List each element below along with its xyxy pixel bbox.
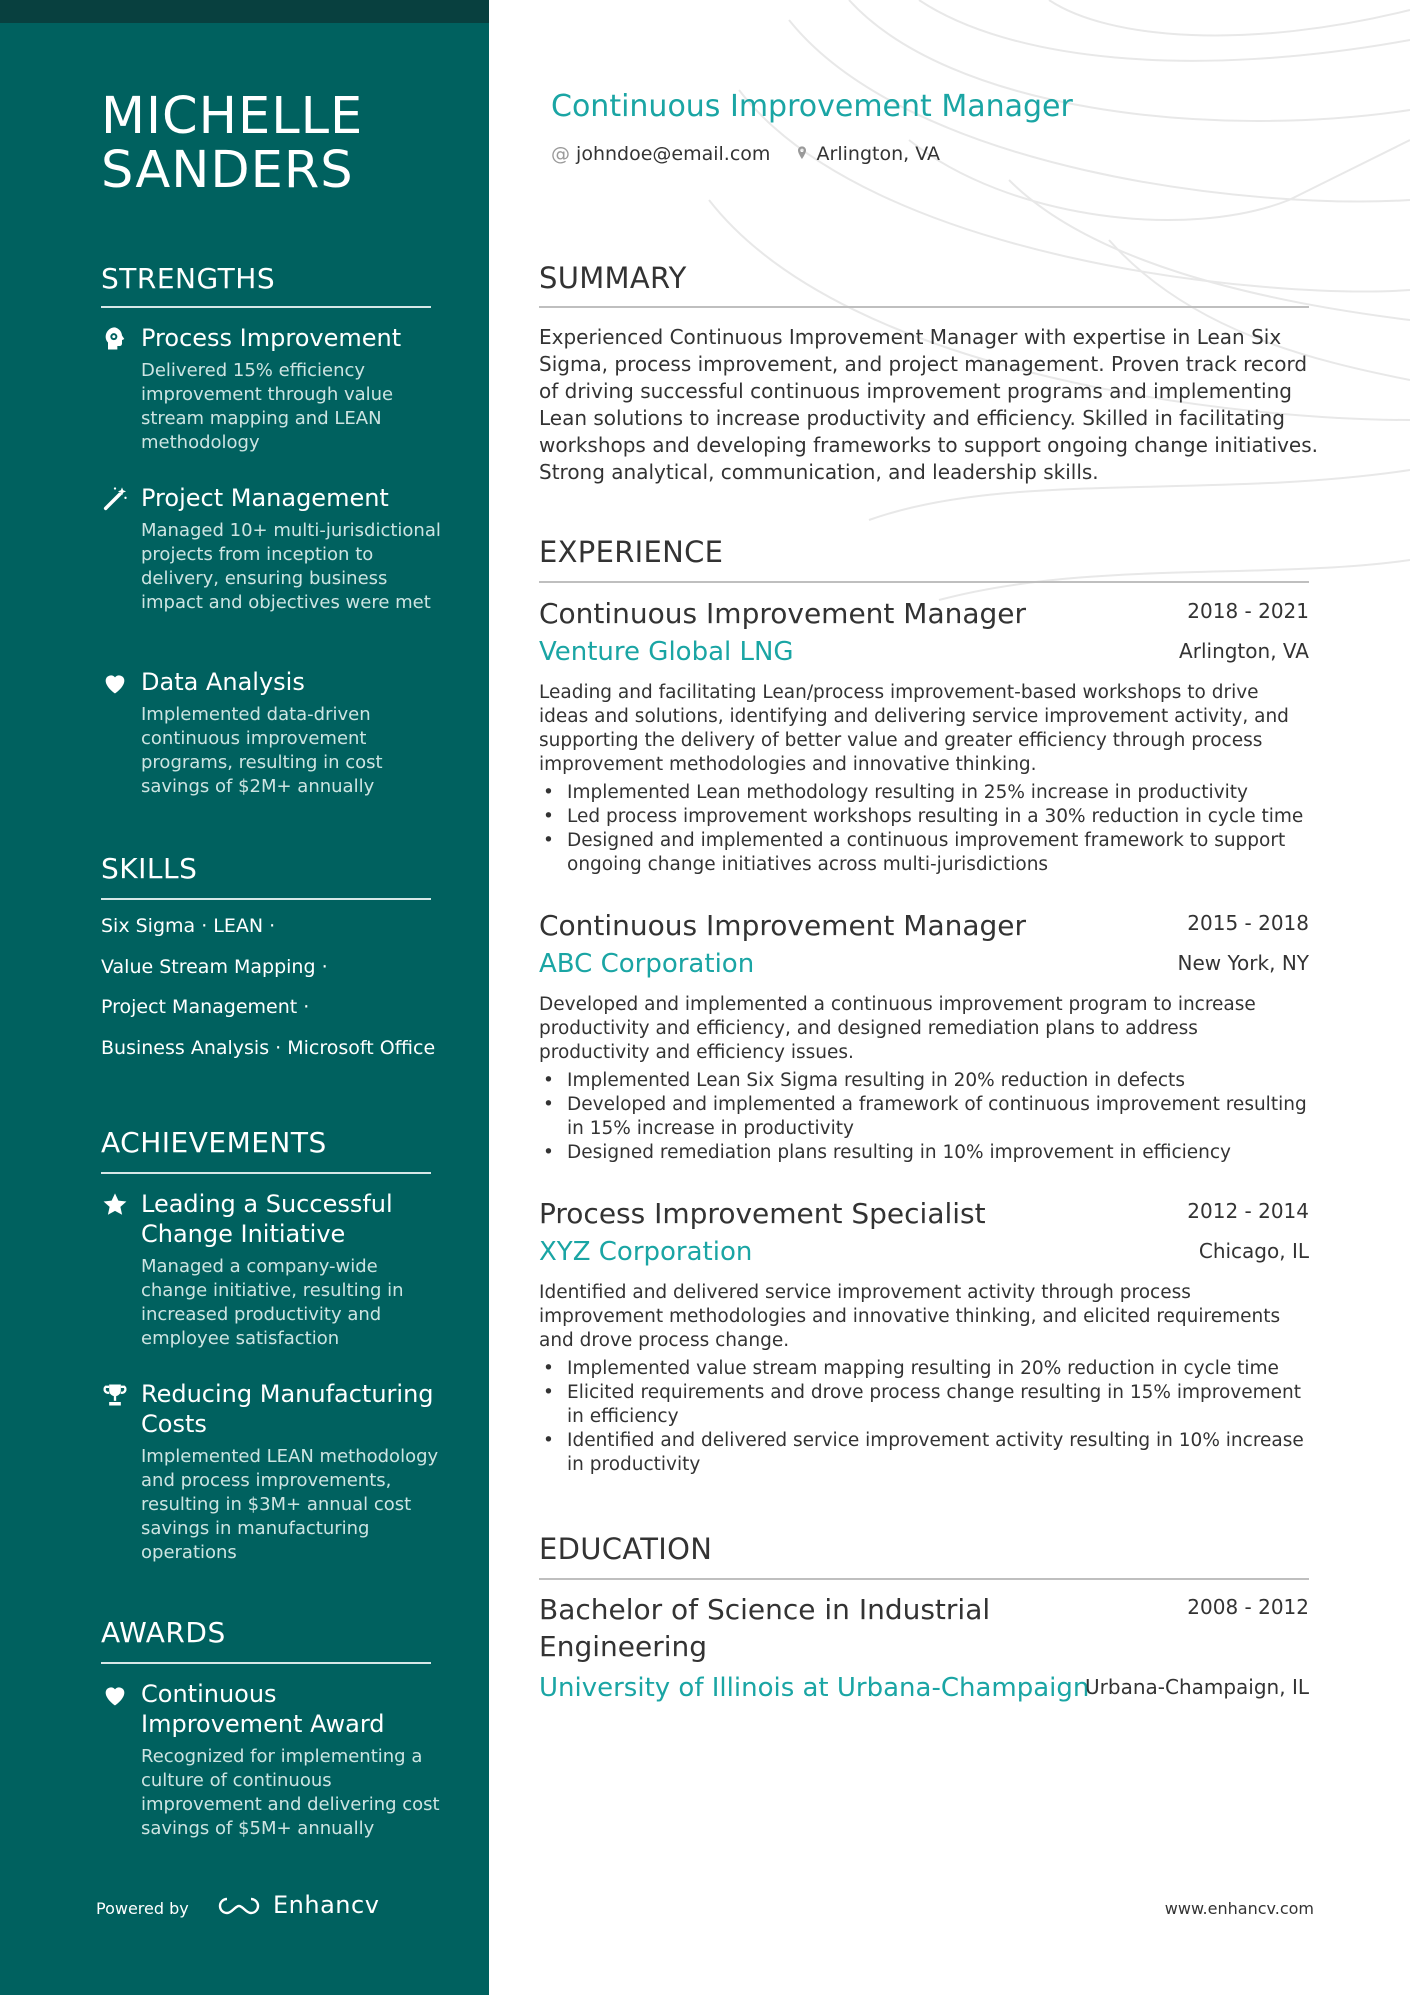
achievement-item [101, 1379, 441, 1565]
job-location: Chicago, IL [1198, 1239, 1309, 1263]
powered-by-label: Powered by [96, 1899, 189, 1918]
achievement-desc: Managed a company-wide change initiative, resulting in increased productivity and employee satisfaction [141, 1256, 404, 1349]
job-company: Venture Global LNG [539, 637, 794, 667]
magic-wand-icon [101, 485, 129, 513]
job-location: New York, NY [1177, 951, 1309, 975]
skill-line: Value Stream Mapping · [101, 956, 328, 978]
contact-row [551, 143, 940, 165]
job-bullet: • Led process improvement workshops resulting in a 30% reduction in cycle time [539, 805, 1309, 829]
strength-desc: Managed 10+ multi-jurisdictional projects from inception to delivery, ensuring business impact and objectives were met [141, 520, 441, 613]
strength-desc: Implemented data-driven continuous improvement programs, resulting in cost savings of $2M+ annually [141, 704, 383, 797]
awards-heading: AWARDS [101, 1616, 226, 1649]
headline-title: Continuous Improvement Manager [551, 89, 1073, 124]
job-location: Arlington, VA [1179, 639, 1309, 663]
strength-title: Data Analysis [141, 668, 305, 696]
awards-divider [101, 1662, 431, 1664]
job-description: Developed and implemented a continuous improvement program to increase productivity and efficiency, and designed remediation plans to address productivity and efficiency issues. [539, 994, 1256, 1063]
education-entry [539, 1591, 1309, 1703]
education-heading: EDUCATION [539, 1532, 713, 1566]
skill-line: Project Management · [101, 996, 310, 1018]
at-icon: @ [551, 143, 570, 165]
job-company: XYZ Corporation [539, 1237, 753, 1267]
job-bullet: • Designed remediation plans resulting in 10% improvement in efficiency [539, 1141, 1309, 1165]
job-bullet: • Developed and implemented a framework of continuous improvement resulting in 15% increase in productivity [539, 1093, 1309, 1141]
job-dates: 2015 - 2018 [1187, 911, 1309, 935]
job-dates: 2012 - 2014 [1187, 1199, 1309, 1223]
strength-desc: Delivered 15% efficiency improvement through value stream mapping and LEAN methodology [141, 360, 394, 453]
experience-entry [539, 1197, 1309, 1477]
sidebar [0, 0, 489, 1995]
strength-title: Process Improvement [141, 324, 402, 352]
experience-heading: EXPERIENCE [539, 535, 724, 569]
achievements-heading: ACHIEVEMENTS [101, 1126, 327, 1159]
heart-icon [101, 1681, 129, 1709]
job-bullets [539, 781, 1309, 877]
experience-entry [539, 597, 1309, 877]
job-role: Continuous Improvement Manager [539, 909, 1027, 942]
job-bullet: • Implemented Lean methodology resulting in 25% increase in productivity [539, 781, 1309, 805]
job-bullets [539, 1069, 1309, 1165]
skills-divider [101, 898, 431, 900]
summary-text: Experienced Continuous Improvement Manager with expertise in Lean Six Sigma, process improvement, and project management. Proven track record of driving successful continuous improvement programs and implementing Lean solutions to increase productivity and efficiency. Skilled in facilitating workshops and developing frameworks to support ongoing change initiatives. Strong analytical, communication, and leadership skills. [539, 325, 1319, 484]
award-title: Continuous Improvement Award [141, 1680, 385, 1738]
website-link[interactable]: www.enhancv.com [1164, 1899, 1314, 1918]
job-bullets [539, 1357, 1309, 1477]
edu-dates: 2008 - 2012 [1187, 1595, 1309, 1619]
skill-line: Six Sigma · LEAN · [101, 915, 276, 937]
job-bullet: • Implemented value stream mapping resulting in 20% reduction in cycle time [539, 1357, 1309, 1381]
achievement-item [101, 1189, 441, 1351]
achievement-title: Leading a Successful Change Initiative [141, 1190, 393, 1248]
name-first: MICHELLE [101, 87, 364, 146]
job-dates: 2018 - 2021 [1187, 599, 1309, 623]
strengths-divider [101, 306, 431, 308]
job-bullet: • Identified and delivered service improvement activity resulting in 10% increase in productivity [539, 1429, 1309, 1477]
skills-heading: SKILLS [101, 852, 198, 885]
sidebar-top-band [0, 0, 489, 23]
job-description: Leading and facilitating Lean/process improvement-based workshops to drive ideas and solutions, identifying and delivering service improvement activity, and supporting the delivery of better value and greater efficiency through process improvement methodologies and innovative thinking. [539, 682, 1289, 775]
edu-school: University of Illinois at Urbana-Champaign [539, 1673, 1090, 1703]
achievements-divider [101, 1172, 431, 1174]
location-text: Arlington, VA [816, 143, 940, 165]
strengths-heading: STRENGTHS [101, 262, 276, 295]
enhancv-brand[interactable]: Enhancv [273, 1891, 380, 1919]
education-divider [539, 1578, 1309, 1580]
award-item [101, 1679, 441, 1841]
job-bullet: • Designed and implemented a continuous improvement framework to support ongoing change initiatives across multi-jurisdictions [539, 829, 1309, 877]
trophy-icon [101, 1381, 129, 1409]
star-icon [101, 1191, 129, 1219]
experience-entry [539, 909, 1309, 1165]
enhancv-logo-icon [215, 1895, 263, 1917]
job-description: Identified and delivered service improvement activity through process improvement methodologies and innovative thinking, and elicited requirements and drove process change. [539, 1282, 1281, 1351]
location-pin-icon [794, 144, 810, 162]
strength-item [101, 667, 441, 799]
skill-line: Business Analysis · Microsoft Office [101, 1037, 436, 1059]
job-bullet: • Elicited requirements and drove process change resulting in 15% improvement in efficiency [539, 1381, 1309, 1429]
job-role: Continuous Improvement Manager [539, 597, 1027, 630]
edu-location: Urbana-Champaign, IL [1085, 1675, 1309, 1699]
achievement-title: Reducing Manufacturing Costs [141, 1380, 434, 1438]
strength-title: Project Management [141, 484, 389, 512]
award-desc: Recognized for implementing a culture of continuous improvement and delivering cost savings of $5M+ annually [141, 1746, 440, 1839]
name-last: SANDERS [101, 141, 354, 200]
candidate-name [101, 87, 364, 200]
job-company: ABC Corporation [539, 949, 755, 979]
email-link[interactable]: johndoe@email.com [576, 143, 771, 165]
strength-item [101, 483, 441, 615]
edu-degree: Bachelor of Science in Industrial Engineering [539, 1593, 991, 1663]
achievement-desc: Implemented LEAN methodology and process improvements, resulting in $3M+ annual cost savings in manufacturing operations [141, 1446, 439, 1563]
heart-icon [101, 669, 129, 697]
job-role: Process Improvement Specialist [539, 1197, 986, 1230]
head-gear-icon [101, 325, 129, 353]
summary-heading: SUMMARY [539, 261, 687, 295]
strength-item [101, 323, 441, 455]
job-bullet: • Implemented Lean Six Sigma resulting in 20% reduction in defects [539, 1069, 1309, 1093]
summary-divider [539, 306, 1309, 308]
experience-divider [539, 581, 1309, 583]
